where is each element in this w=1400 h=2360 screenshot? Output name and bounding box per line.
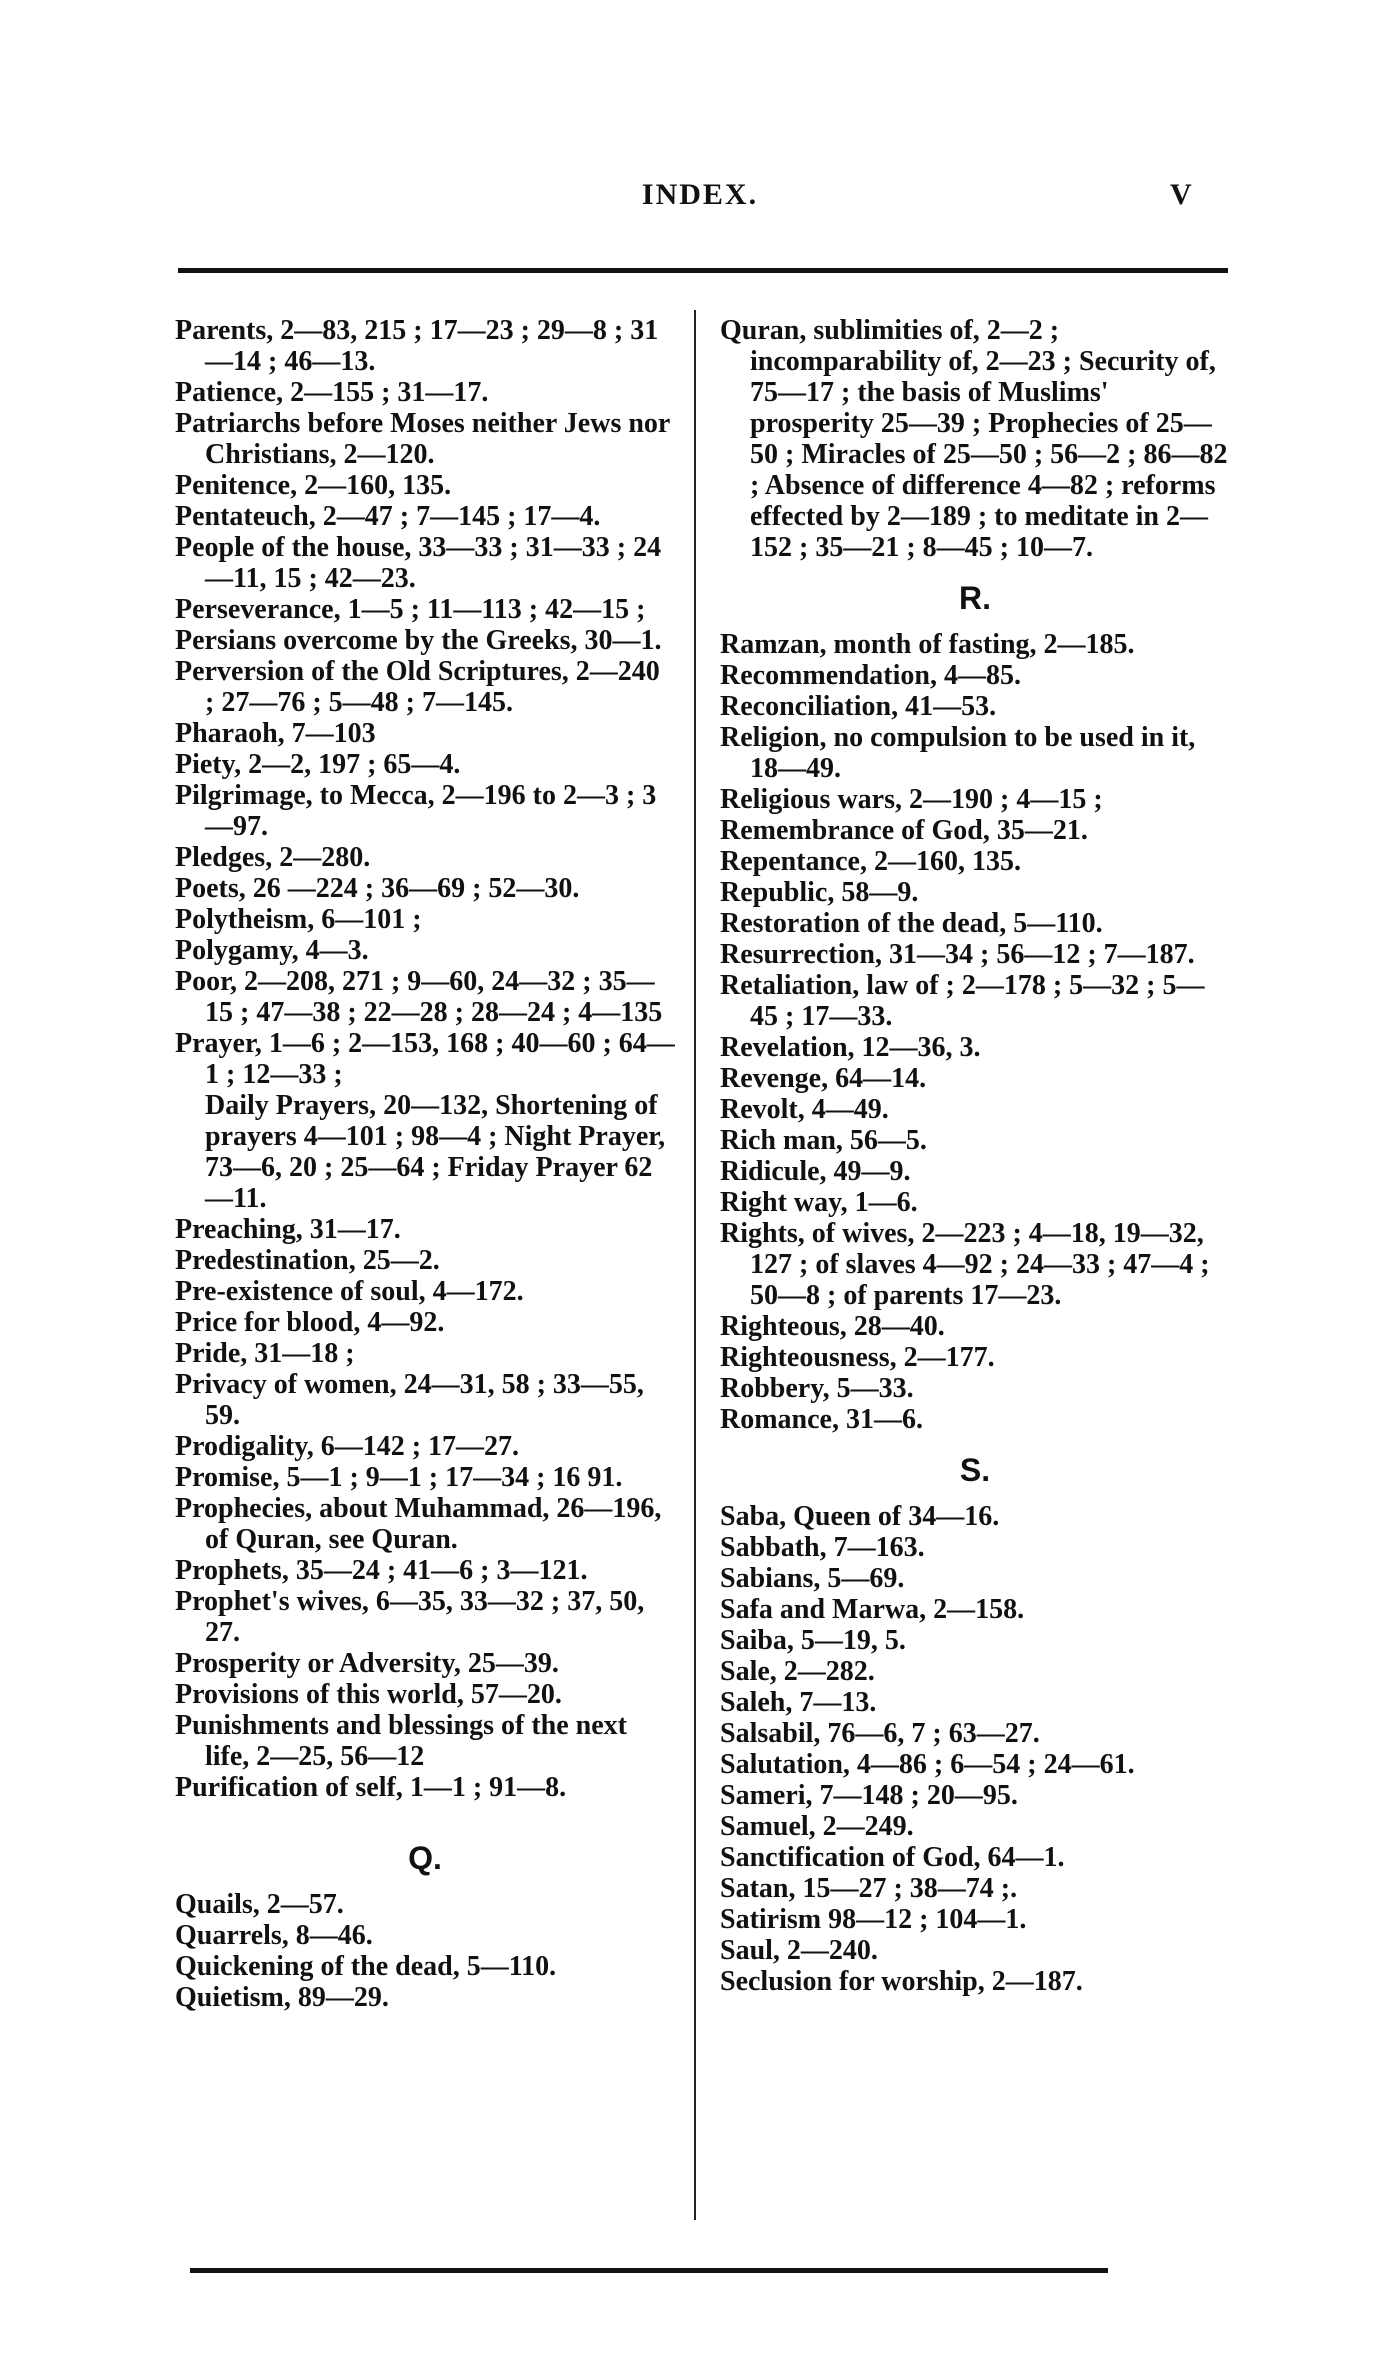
index-entry: Quietism, 89—29. [175,1982,389,2013]
index-entry: People of the house, 33—33 ; 31—33 ; 24—11, 15 ; 42—23. [175,532,662,594]
index-entry: Sabbath, 7—163. [720,1532,925,1563]
index-entry: Promise, 5—1 ; 9—1 ; 17—34 ; 16 91. [175,1462,623,1493]
index-entry: Right way, 1—6. [720,1187,918,1218]
index-entry: Saba, Queen of 34—16. [720,1501,1000,1532]
index-entry: Religion, no compulsion to be used in it, 18—49. [720,722,1196,784]
index-entry: Revolt, 4—49. [720,1094,889,1125]
top-rule [178,268,1228,273]
index-entry: Pharaoh, 7—103 [175,718,376,749]
index-entry: Price for blood, 4—92. [175,1307,445,1338]
left-column [175,315,675,2013]
page-number: V [1170,178,1192,211]
index-entry: Samuel, 2—249. [720,1811,914,1842]
index-entry: Quran, sublimities of, 2—2 ; incomparability of, 2—23 ; Security of, 75—17 ; the basis of Muslims' prosperity 25—39 ; Prophecies of 25—50 ; Miracles of 25—50 ; 56—2 ; 86—82 ; Absence of difference 4—82 ; reforms effected by 2—189 ; to meditate in 2—152 ; 35—21 ; 8—45 ; 10—7. [720,315,1228,563]
index-entry: Poor, 2—208, 271 ; 9—60, 24—32 ; 35—15 ; 47—38 ; 22—28 ; 28—24 ; 4—135 [175,966,663,1028]
index-entry: Prosperity or Adversity, 25—39. [175,1648,559,1679]
index-entry: Rich man, 56—5. [720,1125,927,1156]
index-entry: Penitence, 2—160, 135. [175,470,452,501]
index-entry: Ridicule, 49—9. [720,1156,911,1187]
index-entry: Pentateuch, 2—47 ; 7—145 ; 17—4. [175,501,601,532]
index-entry: Parents, 2—83, 215 ; 17—23 ; 29—8 ; 31—14 ; 46—13. [175,315,659,377]
index-entry: Polygamy, 4—3. [175,935,369,966]
index-entry: Pilgrimage, to Mecca, 2—196 to 2—3 ; 3—97. [175,780,657,842]
index-entry: Punishments and blessings of the next life, 2—25, 56—12 [175,1710,627,1772]
index-entry: Prophet's wives, 6—35, 33—32 ; 37, 50, 27. [175,1586,645,1648]
index-entry: Retaliation, law of ; 2—178 ; 5—32 ; 5—45 ; 17—33. [720,970,1205,1032]
index-entry: Revelation, 12—36, 3. [720,1032,981,1063]
index-entry: Quickening of the dead, 5—110. [175,1951,557,1982]
index-entry: Privacy of women, 24—31, 58 ; 33—55, 59. [175,1369,644,1431]
index-entry: Reconciliation, 41—53. [720,691,997,722]
index-entry: Restoration of the dead, 5—110. [720,908,1103,939]
index-entry: Righteousness, 2—177. [720,1342,995,1373]
index-entry: Saiba, 5—19, 5. [720,1625,906,1656]
index-entry: Pride, 31—18 ; [175,1338,355,1369]
index-entry: Romance, 31—6. [720,1404,923,1435]
index-entry: Polytheism, 6—101 ; [175,904,422,935]
index-entry: Satirism 98—12 ; 104—1. [720,1904,1027,1935]
page-title: INDEX. [641,178,759,211]
index-entry: Saleh, 7—13. [720,1687,877,1718]
right-column [720,315,1230,1997]
index-entry: Sanctification of God, 64—1. [720,1842,1065,1873]
index-subentry: Daily Prayers, 20—132, Shortening of prayers 4—101 ; 98—4 ; Night Prayer, 73—6, 20 ; 25—64 ; Friday Prayer 62—11. [205,1090,666,1214]
column-divider [694,310,696,2220]
index-entry: Piety, 2—2, 197 ; 65—4. [175,749,461,780]
bottom-rule [190,2268,1108,2273]
index-entry: Seclusion for worship, 2—187. [720,1966,1083,1997]
index-entry: Rights, of wives, 2—223 ; 4—18, 19—32, 127 ; of slaves 4—92 ; 24—33 ; 47—4 ; 50—8 ; of parents 17—23. [720,1218,1210,1311]
index-entry: Religious wars, 2—190 ; 4—15 ; [720,784,1103,815]
index-entry: Sameri, 7—148 ; 20—95. [720,1780,1018,1811]
index-entry: Recommendation, 4—85. [720,660,1021,691]
index-entry: Righteous, 28—40. [720,1311,945,1342]
index-entry: Quails, 2—57. [175,1889,344,1920]
index-entry: Predestination, 25—2. [175,1245,440,1276]
index-entry: Safa and Marwa, 2—158. [720,1594,1025,1625]
index-entry: Patriarchs before Moses neither Jews nor Christians, 2—120. [175,408,670,470]
index-entry: Repentance, 2—160, 135. [720,846,1021,877]
index-entry: Sabians, 5—69. [720,1563,905,1594]
page-header [0,178,1400,218]
index-entry: Persians overcome by the Greeks, 30—1. [175,625,662,656]
index-entry: Revenge, 64—14. [720,1063,927,1094]
index-entry: Pledges, 2—280. [175,842,371,873]
index-entry: Purification of self, 1—1 ; 91—8. [175,1772,567,1803]
section-heading-r: R. [959,580,991,616]
index-entry: Ramzan, month of fasting, 2—185. [720,629,1135,660]
index-entry: Prodigality, 6—142 ; 17—27. [175,1431,520,1462]
index-entry: Saul, 2—240. [720,1935,878,1966]
index-entry: Republic, 58—9. [720,877,919,908]
section-heading-q: Q. [408,1840,442,1876]
index-entry: Pre-existence of soul, 4—172. [175,1276,524,1307]
index-entry: Perversion of the Old Scriptures, 2—240 ; 27—76 ; 5—48 ; 7—145. [175,656,660,718]
index-entry: Prayer, 1—6 ; 2—153, 168 ; 40—60 ; 64—1 ; 12—33 ; [175,1028,675,1090]
index-entry: Poets, 26 —224 ; 36—69 ; 52—30. [175,873,580,904]
index-entry: Salutation, 4—86 ; 6—54 ; 24—61. [720,1749,1135,1780]
index-entry: Sale, 2—282. [720,1656,875,1687]
index-entry: Salsabil, 76—6, 7 ; 63—27. [720,1718,1040,1749]
section-heading-s: S. [959,1452,991,1488]
index-entry: Prophets, 35—24 ; 41—6 ; 3—121. [175,1555,588,1586]
index-entry: Perseverance, 1—5 ; 11—113 ; 42—15 ; [175,594,646,625]
index-entry: Preaching, 31—17. [175,1214,401,1245]
index-entry: Quarrels, 8—46. [175,1920,373,1951]
index-entry: Resurrection, 31—34 ; 56—12 ; 7—187. [720,939,1195,970]
index-entry: Provisions of this world, 57—20. [175,1679,562,1710]
index-entry: Prophecies, about Muhammad, 26—196, of Quran, see Quran. [175,1493,662,1555]
index-entry: Patience, 2—155 ; 31—17. [175,377,489,408]
index-entry: Robbery, 5—33. [720,1373,914,1404]
index-entry: Satan, 15—27 ; 38—74 ;. [720,1873,1018,1904]
index-entry: Remembrance of God, 35—21. [720,815,1088,846]
